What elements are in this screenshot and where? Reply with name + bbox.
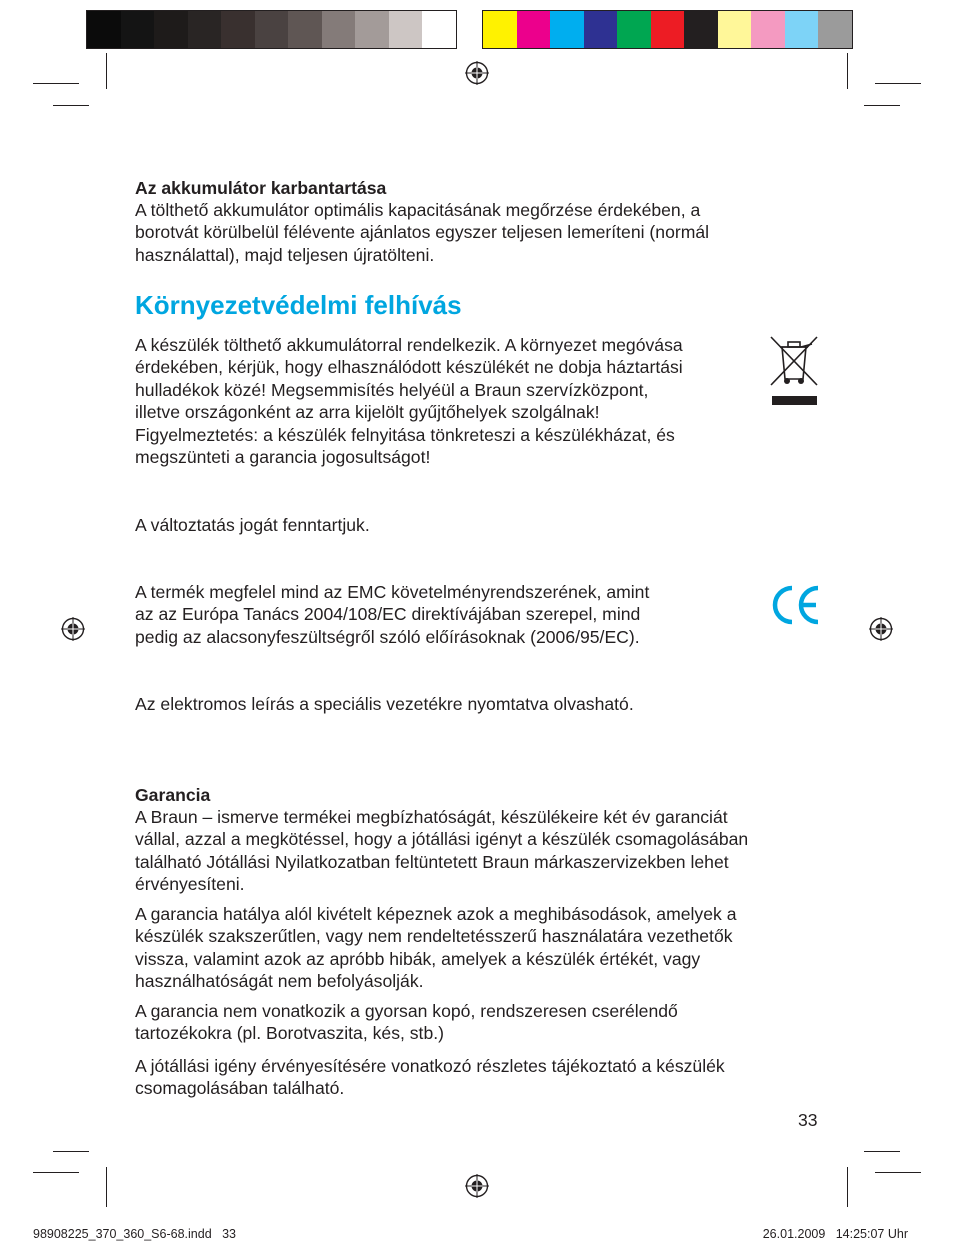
registration-mark-icon <box>465 61 489 85</box>
crop-mark <box>847 1167 848 1207</box>
color-swatch <box>818 11 852 48</box>
text-line: A tölthető akkumulátor optimális kapacitásának megőrzése érdekében, a <box>135 200 701 220</box>
crossed-out-wheelie-bin-icon <box>768 333 820 407</box>
text-line: A készülék tölthető akkumulátorral rendelkezik. A környezet megóvása <box>135 335 683 355</box>
gray-swatch <box>389 11 423 48</box>
text-line: borotvát körülbelül félévente ajánlatos egyszer teljesen lemeríteni (normál <box>135 222 710 243</box>
registration-mark-icon <box>465 1174 489 1198</box>
environment-heading: Környezetvédelmi felhívás <box>135 290 462 320</box>
text-line: tartozékokra (pl. Borotvaszita, kés, stb.) <box>135 1023 444 1044</box>
warranty-paragraph-1 <box>135 806 825 896</box>
crop-mark <box>53 1151 89 1152</box>
page-number: 33 <box>798 1110 818 1130</box>
text-line: illetve országonként az arra kijelölt gyűjtőhelyek szolgálnak! <box>135 402 600 423</box>
text-line: megszünteti a garancia jogosultságot! <box>135 447 431 468</box>
gray-swatch <box>288 11 322 48</box>
gray-swatch <box>355 11 389 48</box>
footer-file-info: 98908225_370_360_S6-68.indd 33 <box>33 1227 236 1241</box>
text-line: érvényesíteni. <box>135 874 245 895</box>
electrical-description-text: Az elektromos leírás a speciális vezetékre nyomtatva olvasható. <box>135 694 634 714</box>
gray-swatch <box>255 11 289 48</box>
emc-compliance-text <box>135 581 765 648</box>
warranty-paragraph-2 <box>135 903 825 993</box>
warranty-paragraph-3 <box>135 1000 825 1045</box>
color-swatch <box>718 11 752 48</box>
color-swatch <box>651 11 685 48</box>
crop-mark <box>875 83 921 84</box>
text-line: használhatóságát nem befolyásolják. <box>135 971 424 992</box>
crop-mark <box>33 83 79 84</box>
crop-mark <box>847 53 848 89</box>
grayscale-color-bar <box>86 10 457 49</box>
gray-swatch <box>422 11 456 48</box>
text-line: Figyelmeztetés: a készülék felnyitása tönkreteszi a készülékházat, és <box>135 424 675 445</box>
battery-care-title: Az akkumulátor karbantartása <box>135 178 387 198</box>
registration-mark-icon <box>869 617 893 641</box>
gray-swatch <box>322 11 356 48</box>
color-swatch <box>483 11 517 48</box>
color-swatch <box>684 11 718 48</box>
crop-mark <box>875 1172 921 1173</box>
crop-mark <box>106 53 107 89</box>
process-color-bar <box>482 10 853 49</box>
registration-mark-icon <box>61 617 85 641</box>
text-line: csomagolásában található. <box>135 1078 345 1099</box>
rights-reserved-text: A változtatás jogát fenntartjuk. <box>135 515 370 535</box>
warranty-paragraph-4 <box>135 1055 825 1100</box>
crop-mark <box>106 1167 107 1207</box>
gray-swatch <box>188 11 222 48</box>
text-line: A termék megfelel mind az EMC követelményrendszerének, amint <box>135 582 650 602</box>
gray-swatch <box>221 11 255 48</box>
text-line: pedig az alacsonyfeszültségről szóló előírásoknak (2006/95/EC). <box>135 626 640 647</box>
text-line: használattal), majd teljesen újratölteni. <box>135 244 435 265</box>
text-line: készülék szakszerűtlen, vagy nem rendeltetésszerű használatára vezethetők <box>135 926 733 947</box>
text-line: A garancia hatálya alól kivételt képeznek azok a meghibásodások, amelyek a <box>135 904 737 924</box>
warranty-title: Garancia <box>135 785 211 805</box>
environment-text <box>135 334 765 468</box>
crop-mark <box>864 105 900 106</box>
color-swatch <box>751 11 785 48</box>
battery-care-text <box>135 199 825 266</box>
crop-mark <box>864 1151 900 1152</box>
text-line: A jótállási igény érvényesítésére vonatkozó részletes tájékoztató a készülék <box>135 1056 725 1076</box>
color-swatch <box>550 11 584 48</box>
text-line: található Jótállási Nyilatkozatban feltüntetett Braun márkaszervizekben lehet <box>135 851 729 872</box>
ce-mark-icon <box>770 584 822 626</box>
gray-swatch <box>154 11 188 48</box>
color-swatch <box>517 11 551 48</box>
color-swatch <box>617 11 651 48</box>
text-line: A garancia nem vonatkozik a gyorsan kopó, rendszeresen cserélendő <box>135 1001 678 1021</box>
text-line: hulladékok közé! Megsemmisítés helyéül a Braun szervízközpont, <box>135 379 649 400</box>
text-line: érdekében, kérjük, hogy elhasználódott készülékét ne dobja háztartási <box>135 357 683 378</box>
gray-swatch <box>121 11 155 48</box>
color-swatch <box>785 11 819 48</box>
color-swatch <box>584 11 618 48</box>
crop-mark <box>33 1172 79 1173</box>
text-line: vissza, valamint azok az apróbb hibák, amelyek a készülék értékét, vagy <box>135 948 701 969</box>
footer-timestamp: 26.01.2009 14:25:07 Uhr <box>762 1227 908 1241</box>
text-line: A Braun – ismerve termékei megbízhatóságát, készülékeire két év garanciát <box>135 807 728 827</box>
crop-mark <box>53 105 89 106</box>
text-line: vállal, azzal a megkötéssel, hogy a jótállási igényt a készülék csomagolásában <box>135 829 749 850</box>
text-line: az az Európa Tanács 2004/108/EC direktívájában szerepel, mind <box>135 604 641 625</box>
gray-swatch <box>87 11 121 48</box>
